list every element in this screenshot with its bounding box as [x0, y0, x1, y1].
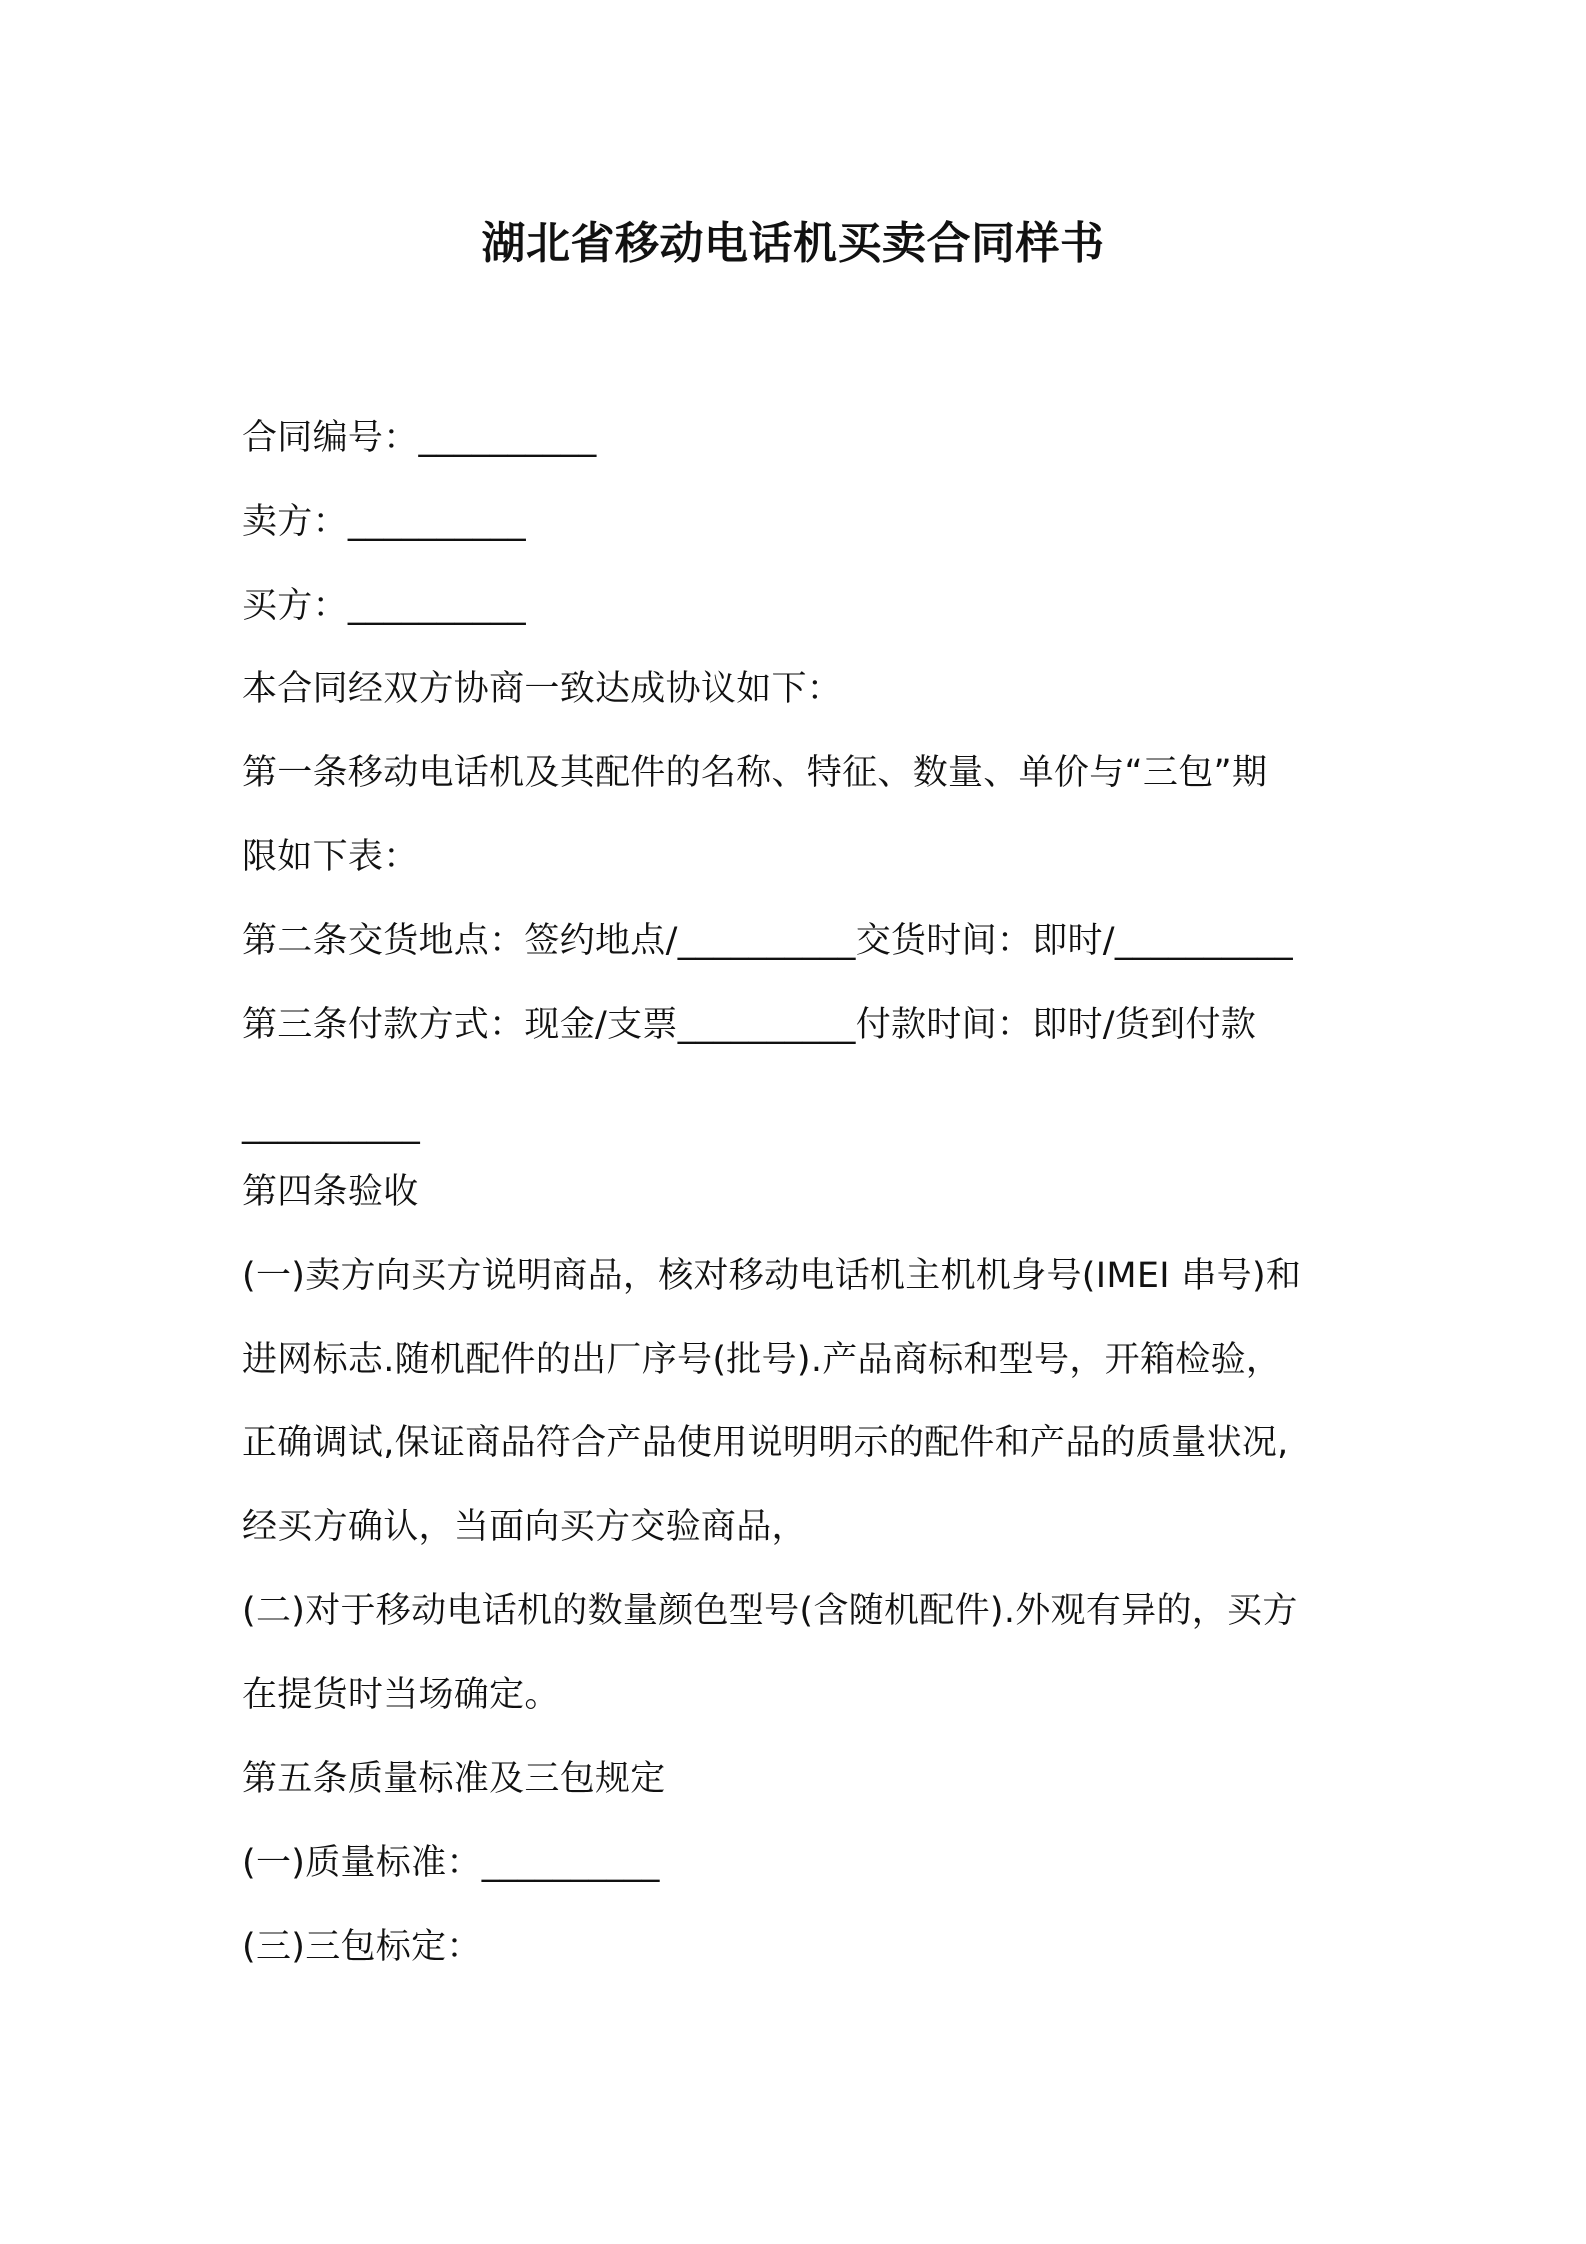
article-5-item-1: (一)质量标准：__________	[242, 1843, 660, 1883]
document-title: 湖北省移动电话机买卖合同样书	[481, 218, 1105, 269]
article-1-line-2: 限如下表：	[242, 837, 419, 877]
agreement-intro-line: 本合同经双方协商一致达成协议如下：	[242, 669, 843, 709]
article-3-line-2: __________	[242, 1105, 420, 1145]
article-2-line: 第二条交货地点：签约地点/__________交货时间：即时/__________	[242, 921, 1293, 961]
article-4-item-1-line-1: (一)卖方向买方说明商品，核对移动电话机主机机身号(IMEI 串号)和	[242, 1256, 1302, 1296]
seller-line: 卖方：__________	[242, 502, 526, 542]
article-4-item-2-line-2: 在提货时当场确定。	[242, 1675, 560, 1715]
article-1-line-1: 第一条移动电话机及其配件的名称、特征、数量、单价与“三包”期	[242, 753, 1268, 793]
article-4-item-1-line-3: 正确调试,保证商品符合产品使用说明明示的配件和产品的质量状况,	[242, 1423, 1289, 1463]
article-3-line-1: 第三条付款方式：现金/支票__________付款时间：即时/货到付款	[242, 1005, 1257, 1045]
article-4-item-1-line-4: 经买方确认，当面向买方交验商品，	[242, 1507, 807, 1547]
article-5-heading: 第五条质量标准及三包规定	[242, 1759, 666, 1799]
buyer-line: 买方：__________	[242, 586, 526, 626]
contract-number-line: 合同编号：__________	[242, 418, 597, 458]
article-5-item-3: (三)三包标定：	[242, 1927, 482, 1967]
article-4-item-2-line-1: (二)对于移动电话机的数量颜色型号(含随机配件).外观有异的，买方	[242, 1591, 1298, 1631]
article-4-heading: 第四条验收	[242, 1172, 419, 1212]
article-4-item-1-line-2: 进网标志.随机配件的出厂序号(批号).产品商标和型号，开箱检验，	[242, 1340, 1282, 1380]
